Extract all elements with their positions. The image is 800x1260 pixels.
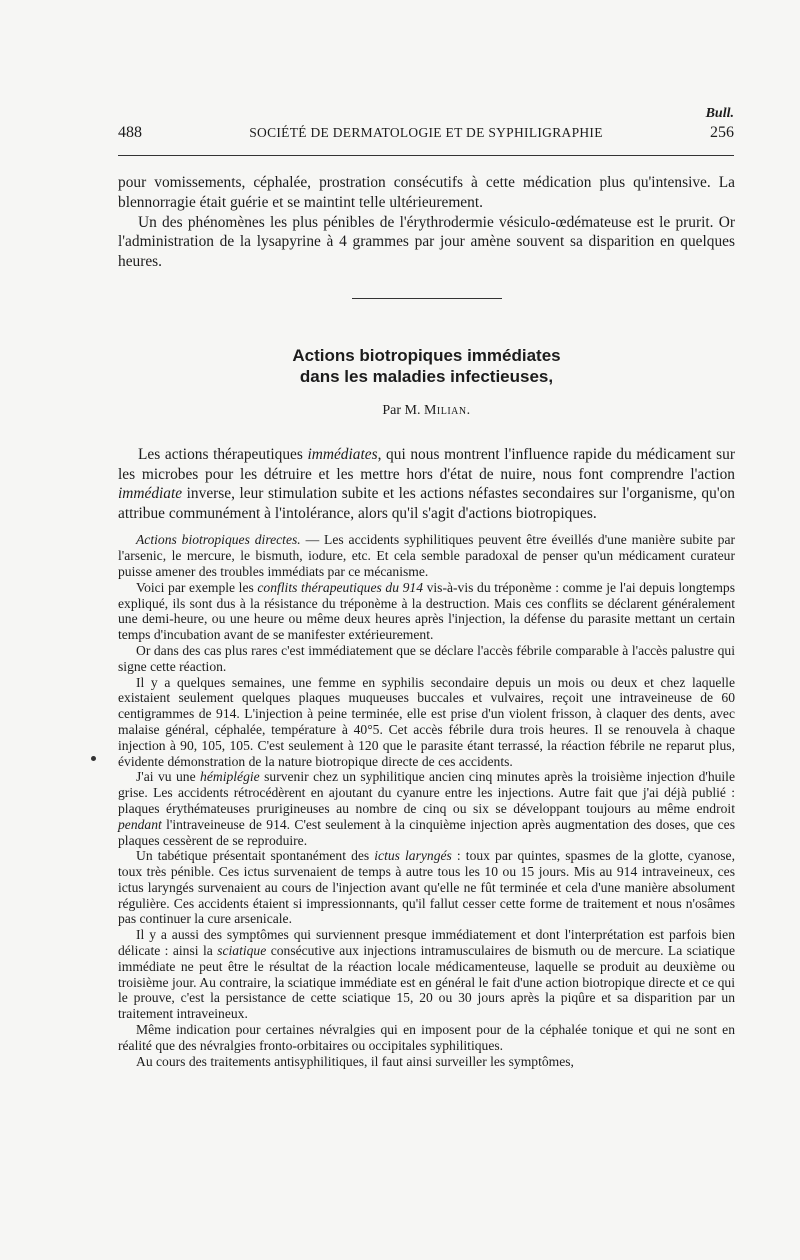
text: : toux par quintes, spasmes de la glotte, cyanose, toux très pénible. Ces ictus survenaient de temps à autre tous les 10 ou 15 jours. Mis au 914 intraveineux, ces ictus laryngés survenaient au cours de l'injection avant qu'elle ne fût terminée et cela d'une manière absolument régulière. Ces accidents étaient si impressionnants, qu'il fallut cesser cette forme de traitement et nous n'osâmes pas continuer la cure arsenicale. — [118, 848, 735, 927]
paragraph — [118, 927, 735, 1022]
text: Un tabétique présentait spontanément des — [136, 848, 375, 864]
emphasis: pendant — [118, 816, 162, 832]
emphasis: sciatique — [217, 943, 267, 959]
article-title-line: Actions biotropiques immédiates — [292, 345, 561, 365]
page-number-right: 256 — [710, 124, 734, 141]
text: J'ai vu une — [136, 769, 201, 785]
section-heading: Actions biotropiques directes. — [136, 532, 301, 548]
text: — Les accidents syphilitiques peuvent être éveillés d'une manière subite par l'arsenic, le mercure, le bismuth, iodure, etc. Et cela semble paradoxal de penser qu'un médicament curateur puisse amener des troubles immédiats par ce mécanisme. — [118, 532, 736, 579]
byline — [118, 403, 735, 419]
article-body — [118, 532, 735, 1069]
emphasis: immédiates — [307, 445, 378, 463]
paragraph: Un des phénomènes les plus pénibles de l'érythrodermie vésiculo-œdémateuse est le prurit. Or l'administration de la lysapyrine à 4 grammes par jour amène souvent sa disparition en quelques heures. — [118, 213, 735, 271]
text: , qui nous montrent l'influence rapide du médicament sur les microbes pour les détruire et les mettre hors d'état de nuire, nous font comprendre l'action — [118, 445, 735, 483]
emphasis: ictus laryngés — [374, 848, 452, 864]
text: Il y a aussi des symptômes qui surviennent presque immédiatement et dont l'interprétation est parfois bien délicate : ainsi la — [118, 927, 735, 959]
paragraph: Or dans des cas plus rares c'est immédiatement que se déclare l'accès fébrile comparable à l'accès palustre qui signe cette réaction. — [118, 642, 735, 674]
page-number-left: 488 — [118, 124, 142, 141]
journal-abbrev: Bull. — [705, 106, 734, 121]
byline-prefix: Par M. — [382, 402, 421, 418]
margin-dot — [91, 756, 96, 761]
text: vis-à-vis du tréponème : comme je l'ai depuis longtemps expliqué, ils sont dus à la résistance du tréponème à la destruction. Mais ces conflits se déclarent généralement une demi-heure, ou une heure ou même deux heures après l'injection, la défense du parasite mettant un certain temps d'incubation avant de se manifester extérieurement. — [118, 579, 735, 643]
paragraph — [118, 445, 735, 523]
running-header — [118, 124, 734, 142]
page-body — [118, 173, 735, 1069]
text: Les actions thérapeutiques — [138, 445, 308, 463]
paragraph: Il y a quelques semaines, une femme en syphilis secondaire depuis un mois ou deux et chez laquelle existaient seulement quelques plaques muqueuses buccales et vulvaires, reçoit une intraveineuse de 60 centigrammes de 914. L'injection à peine terminée, elle est prise d'un violent frisson, à claquer des dents, avec malaise général, céphalée, température à 40°5. Cet accès fébrile dura trois heures. Il se renouvela à chaque injection à 90, 105, 105. C'est seulement à 120 que le parasite étant terrassé, la réaction fébrile ne reparut plus, évidente démonstration de la nature biotropique directe de ces accidents. — [118, 674, 735, 769]
text: inverse, leur stimulation subite et les actions néfastes secondaires sur l'organisme, qu'on attribue communément à l'intolérance, alors qu'il s'agit d'actions biotropiques. — [118, 485, 735, 522]
text: l'intraveineuse de 914. C'est seulement à la cinquième injection après augmentation des doses, que ces plaques cessèrent de se reproduire. — [118, 816, 735, 848]
paragraph: Même indication pour certaines névralgies qui en imposent pour de la céphalée tonique et qui ne sont en réalité que des névralgies fronto-orbitaires ou occipitales syphilitiques. — [118, 1022, 735, 1053]
previous-article-end — [118, 173, 735, 272]
paragraph — [118, 769, 735, 848]
running-title: SOCIÉTÉ DE DERMATOLOGIE ET DE SYPHILIGRAPHIE — [249, 125, 603, 140]
emphasis: immédiate — [118, 485, 183, 503]
emphasis: hémiplégie — [200, 769, 260, 785]
text: Voici par exemple les — [136, 579, 258, 595]
paragraph — [118, 580, 735, 643]
paragraph — [118, 532, 735, 579]
text: survenir chez un syphilitique ancien cinq minutes après la troisième injection d'huile grise. Les accidents rétrocédèrent en ajoutant du cyanure entre les injections. Autre fait que j'ai déjà publié : plaques érythémateuses prurigineuses au nombre de cinq ou six se développant toujours au même endroit — [118, 769, 735, 816]
introduction — [118, 445, 735, 523]
section-separator — [352, 298, 502, 299]
paragraph: Au cours des traitements antisyphilitiques, il faut ainsi surveiller les symptômes, — [136, 1053, 574, 1069]
text: consécutive aux injections intramusculaires de bismuth ou de mercure. La sciatique immédiate ne peut être le résultat de la réaction locale médicamenteuse, laquelle se produit au deuxième ou troisième jour. Au contraire, la sciatique immédiate est en général le fait d'une action biotropique directe et ce qui le prouve, c'est la persistance de cette sciatique 15, 20 ou 30 jours après la piqûre et sa disparition par un traitement intraveineux. — [118, 943, 735, 1022]
article-title — [118, 345, 735, 387]
article-title-line: dans les maladies infectieuses, — [299, 366, 554, 386]
paragraph — [118, 848, 735, 927]
header-rule — [118, 155, 734, 156]
emphasis: conflits thérapeutiques du 914 — [257, 579, 423, 595]
author-name: Milian. — [423, 402, 471, 418]
paragraph: pour vomissements, céphalée, prostration consécutifs à cette médication plus qu'intensive. La blennorragie était guérie et se maintint telle ultérieurement. — [118, 174, 735, 211]
